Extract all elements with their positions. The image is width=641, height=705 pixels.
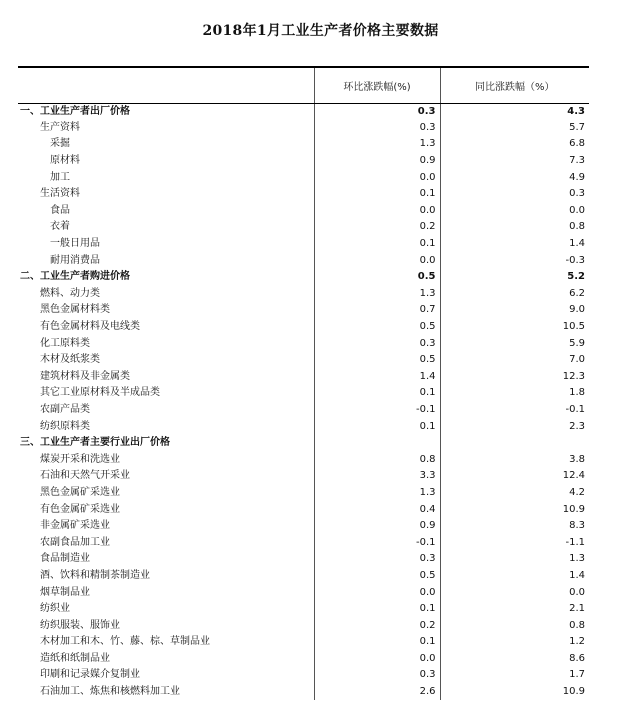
table-row [18,153,589,170]
table-row [18,402,589,419]
row-yoy-value: 0.0 [440,584,589,601]
row-mom-value: 0.0 [314,203,440,220]
row-yoy-value: 7.0 [440,352,589,369]
table-row [18,335,589,352]
row-yoy-value: 4.2 [440,485,589,502]
row-yoy-value: -0.3 [440,252,589,269]
row-mom-value: 0.3 [314,103,440,120]
row-yoy-value: 1.3 [440,551,589,568]
row-label: 非金属矿采选业 [40,520,110,532]
row-label: 化工原料类 [40,337,90,349]
row-yoy-value [440,435,589,452]
table-row [18,236,589,253]
row-label: 燃料、动力类 [40,287,100,299]
row-mom-value: -0.1 [314,534,440,551]
row-yoy-value: 8.3 [440,518,589,535]
table-row [18,485,589,502]
row-label: 石油和天然气开采业 [40,470,130,482]
row-mom-value: 0.2 [314,617,440,634]
row-label: 原材料 [50,155,80,167]
row-yoy-value: 2.1 [440,601,589,618]
row-yoy-value: 7.3 [440,153,589,170]
row-label: 木材及纸浆类 [40,354,100,366]
table-row [18,617,589,634]
row-label: 农副食品加工业 [40,536,110,548]
row-mom-value: 0.3 [314,120,440,137]
row-yoy-value: 5.2 [440,269,589,286]
table-row [18,286,589,303]
row-label: 食品制造业 [40,553,90,565]
row-yoy-value: 1.2 [440,634,589,651]
table-row [18,136,589,153]
row-yoy-value: 10.9 [440,684,589,701]
table-row [18,219,589,236]
row-mom-value: 1.3 [314,485,440,502]
page-title: 2018年1月工业生产者价格主要数据 [202,23,439,39]
table-row [18,186,589,203]
row-mom-value: 0.5 [314,352,440,369]
table-row [18,551,589,568]
row-label: 加工 [50,171,70,183]
row-label: 纺织业 [40,603,70,615]
row-mom-value: 3.3 [314,468,440,485]
row-mom-value: 2.6 [314,684,440,701]
table-body [18,103,589,700]
row-mom-value: 0.2 [314,219,440,236]
row-yoy-value: 12.4 [440,468,589,485]
row-yoy-value: 5.9 [440,335,589,352]
row-label: 其它工业原材料及半成品类 [40,387,160,399]
row-label: 黑色金属材料类 [40,304,110,316]
table-row [18,584,589,601]
header-mom: 环比涨跌幅(%) [314,67,440,103]
table-row [18,169,589,186]
row-mom-value: 0.7 [314,302,440,319]
row-yoy-value: 6.8 [440,136,589,153]
row-label: 有色金属矿采选业 [40,503,120,515]
row-label: 煤炭开采和洗选业 [40,453,120,465]
row-label: 一、工业生产者出厂价格 [20,105,130,117]
row-yoy-value: 1.4 [440,236,589,253]
table-row [18,601,589,618]
section-row [18,435,589,452]
row-label: 生活资料 [40,188,80,200]
row-yoy-value: 9.0 [440,302,589,319]
row-mom-value: 0.0 [314,252,440,269]
header-item [18,67,314,103]
row-yoy-value: 4.9 [440,169,589,186]
row-mom-value: 1.3 [314,136,440,153]
row-mom-value: 0.1 [314,418,440,435]
row-mom-value: 0.3 [314,551,440,568]
row-mom-value: 0.0 [314,651,440,668]
table-row [18,385,589,402]
row-yoy-value: 1.7 [440,667,589,684]
row-mom-value: 0.1 [314,634,440,651]
table-row [18,684,589,701]
table-row [18,534,589,551]
row-mom-value: 0.0 [314,169,440,186]
row-mom-value: 1.3 [314,286,440,303]
row-yoy-value: 0.0 [440,203,589,220]
table-row [18,203,589,220]
row-label: 有色金属材料及电线类 [40,321,140,333]
row-mom-value: 1.4 [314,369,440,386]
table-row [18,651,589,668]
row-yoy-value: -0.1 [440,402,589,419]
row-label: 衣着 [50,221,70,233]
row-mom-value: 0.3 [314,667,440,684]
row-mom-value: 0.8 [314,451,440,468]
row-label: 采掘 [50,138,70,150]
row-yoy-value: 5.7 [440,120,589,137]
row-yoy-value: 12.3 [440,369,589,386]
row-yoy-value: 0.8 [440,617,589,634]
price-data-table [18,66,589,700]
row-label: 造纸和纸制品业 [40,652,110,664]
table-row [18,319,589,336]
table-row [18,451,589,468]
row-label: 纺织原料类 [40,420,90,432]
row-mom-value: 0.9 [314,518,440,535]
table-row [18,568,589,585]
row-mom-value: 0.0 [314,584,440,601]
row-yoy-value: 3.8 [440,451,589,468]
row-label: 纺织服装、服饰业 [40,619,120,631]
row-yoy-value: 0.3 [440,186,589,203]
row-mom-value: 0.9 [314,153,440,170]
row-mom-value: 0.1 [314,236,440,253]
row-mom-value: 0.1 [314,385,440,402]
row-yoy-value: 4.3 [440,103,589,120]
row-mom-value: 0.5 [314,319,440,336]
row-label: 三、工业生产者主要行业出厂价格 [20,437,170,449]
row-label: 建筑材料及非金属类 [40,370,130,382]
table-row [18,252,589,269]
table-row [18,120,589,137]
section-row [18,269,589,286]
section-row [18,103,589,120]
table-row [18,418,589,435]
row-mom-value: 0.4 [314,501,440,518]
row-label: 印刷和记录媒介复制业 [40,669,140,681]
row-label: 生产资料 [40,121,80,133]
row-mom-value: 0.1 [314,601,440,618]
row-label: 一般日用品 [50,238,100,250]
row-yoy-value: 1.4 [440,568,589,585]
table-row [18,501,589,518]
row-yoy-value: 2.3 [440,418,589,435]
row-label: 木材加工和木、竹、藤、棕、草制品业 [40,636,210,648]
row-label: 农副产品类 [40,403,90,415]
row-mom-value: 0.5 [314,568,440,585]
table-row [18,667,589,684]
row-label: 二、工业生产者购进价格 [20,271,130,283]
row-yoy-value: 1.8 [440,385,589,402]
row-mom-value: 0.5 [314,269,440,286]
row-label: 烟草制品业 [40,586,90,598]
row-label: 食品 [50,204,70,216]
row-mom-value: 0.3 [314,335,440,352]
row-label: 石油加工、炼焦和核燃料加工业 [40,686,180,698]
row-yoy-value: 10.9 [440,501,589,518]
table-row [18,468,589,485]
row-label: 耐用消费品 [50,254,100,266]
row-mom-value: 0.1 [314,186,440,203]
row-yoy-value: 8.6 [440,651,589,668]
table-row [18,352,589,369]
table-row [18,302,589,319]
row-label: 黑色金属矿采选业 [40,486,120,498]
header-yoy: 同比涨跌幅（%） [440,67,589,103]
table-row [18,634,589,651]
table-row [18,518,589,535]
table-row [18,369,589,386]
table-header-row [18,67,589,103]
row-mom-value: -0.1 [314,402,440,419]
row-yoy-value: -1.1 [440,534,589,551]
row-yoy-value: 10.5 [440,319,589,336]
row-mom-value [314,435,440,452]
row-label: 酒、饮料和精制茶制造业 [40,569,150,581]
row-yoy-value: 6.2 [440,286,589,303]
row-yoy-value: 0.8 [440,219,589,236]
